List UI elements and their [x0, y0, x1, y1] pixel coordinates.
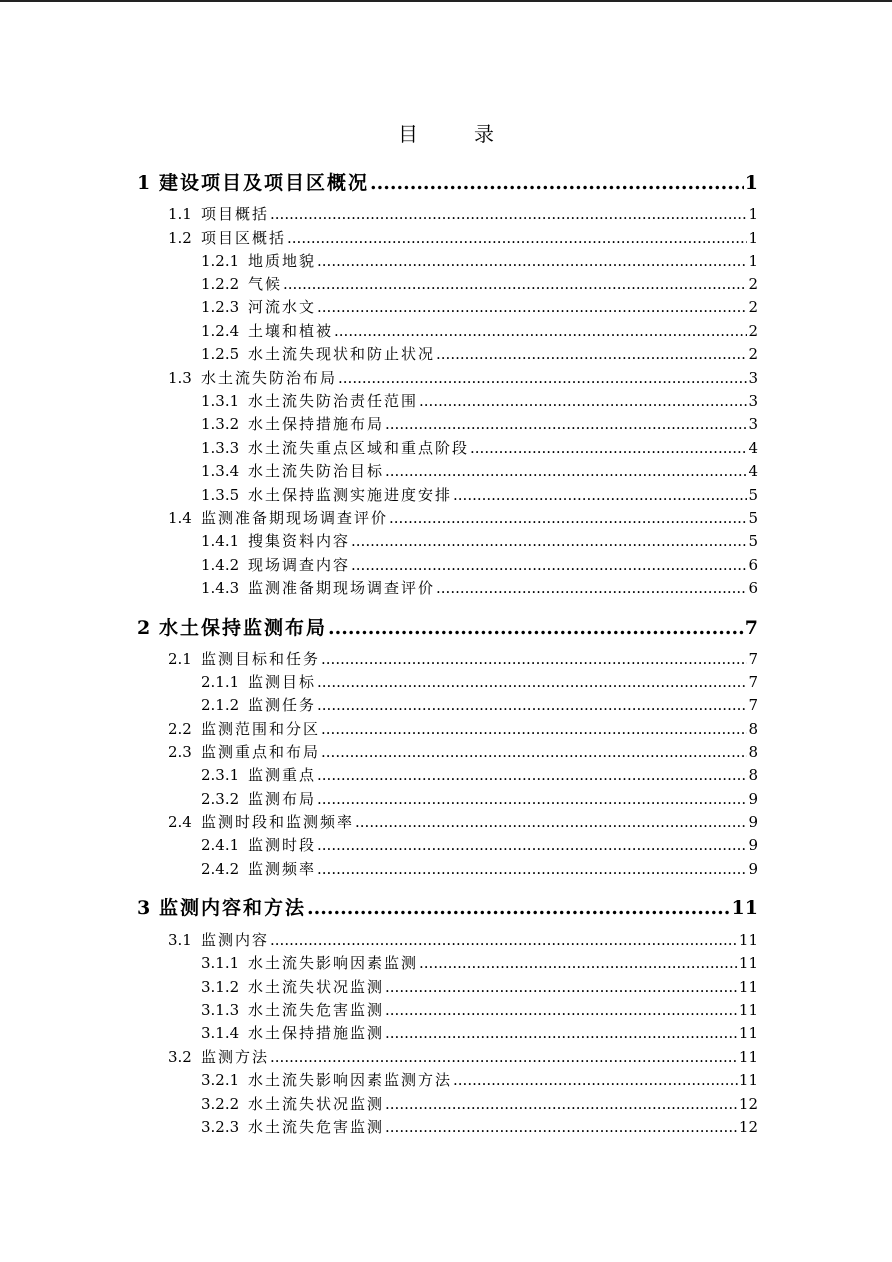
- toc-entry-level-3[interactable]: [201, 530, 758, 551]
- toc-entry-title: 水土流失危害监测: [248, 1001, 385, 1019]
- toc-leader-dots: [385, 1095, 738, 1113]
- toc-entry-level-2[interactable]: [168, 367, 758, 388]
- toc-entry-page: 2: [748, 275, 758, 293]
- toc-leader-dots: [270, 1048, 738, 1066]
- toc-entry-page: 9: [748, 860, 758, 878]
- toc-entry-title: 水土流失影响因素监测: [248, 954, 419, 972]
- toc-entry-page: 4: [748, 439, 758, 457]
- toc-entry-page: 12: [738, 1118, 758, 1136]
- toc-leader-dots: [270, 931, 738, 949]
- toc-leader-dots: [317, 673, 747, 691]
- toc-entry-level-2[interactable]: [168, 1046, 758, 1067]
- toc-entry-level-3[interactable]: [201, 694, 758, 715]
- toc-entry-page: 2: [748, 298, 758, 316]
- toc-entry-number: 2.1.1: [201, 673, 240, 691]
- toc-leader-dots: [328, 617, 744, 639]
- toc-entry-title: 监测范围和分区: [201, 720, 321, 738]
- toc-entry-number: 1.4.1: [201, 532, 240, 550]
- toc-leader-dots: [385, 978, 738, 996]
- toc-entry-title: 水土保持措施监测: [248, 1024, 385, 1042]
- toc-leader-dots: [334, 322, 747, 340]
- toc-entry-number: 1.2.3: [201, 298, 240, 316]
- toc-entry-level-1[interactable]: [137, 613, 758, 640]
- toc-entry-number: 1.3.4: [201, 462, 240, 480]
- toc-entry-title: 水土流失防治责任范围: [248, 392, 419, 410]
- toc-entry-title: 监测目标和任务: [201, 650, 321, 668]
- toc-entry-page: 3: [748, 369, 758, 387]
- toc-entry-page: 4: [748, 462, 758, 480]
- toc-entry-title: 水土流失防治目标: [248, 462, 385, 480]
- toc-entry-number: 1.3.1: [201, 392, 240, 410]
- toc-entry-level-2[interactable]: [168, 741, 758, 762]
- toc-entry-page: 9: [748, 836, 758, 854]
- toc-leader-dots: [370, 172, 744, 194]
- toc-entry-title: 监测准备期现场调查评价: [248, 579, 436, 597]
- toc-entry-title: 水土流失影响因素监测方法: [248, 1071, 453, 1089]
- toc-entry-page: 2: [748, 322, 758, 340]
- toc-leader-dots: [317, 836, 747, 854]
- toc-entry-title: 气候: [248, 275, 283, 293]
- toc-entry-page: 5: [748, 532, 758, 550]
- toc-leader-dots: [385, 1118, 738, 1136]
- toc-leader-dots: [287, 229, 747, 247]
- toc-entry-title: 土壤和植被: [248, 322, 334, 340]
- toc-entry-page: 11: [738, 931, 758, 949]
- toc-entry-title: 现场调查内容: [248, 556, 351, 574]
- toc-entry-title: 监测准备期现场调查评价: [201, 509, 389, 527]
- toc-entry-level-3[interactable]: [201, 858, 758, 879]
- toc-entry-number: 1.3: [168, 369, 192, 387]
- toc-entry-number: 1.4.3: [201, 579, 240, 597]
- toc-entry-title: 监测时段: [248, 836, 317, 854]
- toc-entry-number: 2.4: [168, 813, 192, 831]
- toc-entry-number: 2: [137, 617, 151, 639]
- toc-entry-page: 11: [738, 1048, 758, 1066]
- toc-leader-dots: [351, 556, 747, 574]
- toc-entry-page: 7: [748, 696, 758, 714]
- toc-entry-title: 监测重点: [248, 766, 317, 784]
- toc-entry-title: 监测重点和布局: [201, 743, 321, 761]
- toc-entry-number: 1.2: [168, 229, 192, 247]
- toc-entry-number: 2.3: [168, 743, 192, 761]
- toc-entry-title: 建设项目及项目区概况: [159, 172, 370, 194]
- toc-leader-dots: [317, 252, 747, 270]
- toc-entry-level-3[interactable]: [201, 952, 758, 973]
- toc-leader-dots: [385, 415, 747, 433]
- toc-entry-level-3[interactable]: [201, 1116, 758, 1137]
- toc-entry-page: 8: [748, 743, 758, 761]
- toc-leader-dots: [385, 1024, 738, 1042]
- toc-leader-dots: [453, 1071, 738, 1089]
- toc-entry-number: 3.2.1: [201, 1071, 240, 1089]
- toc-entry-level-3[interactable]: [201, 437, 758, 458]
- toc-entry-page: 1: [748, 205, 758, 223]
- toc-leader-dots: [307, 897, 731, 919]
- toc-entry-page: 6: [748, 556, 758, 574]
- toc-entry-number: 3.1.2: [201, 978, 240, 996]
- toc-entry-page: 2: [748, 345, 758, 363]
- toc-entry-number: 1.3.5: [201, 486, 240, 504]
- toc-entry-level-2[interactable]: [168, 811, 758, 832]
- toc-entry-level-2[interactable]: [168, 718, 758, 739]
- toc-entry-number: 3.2.2: [201, 1095, 240, 1113]
- toc-entry-page: 7: [744, 617, 758, 639]
- toc-entry-number: 2.3.2: [201, 790, 240, 808]
- toc-entry-page: 3: [748, 392, 758, 410]
- toc-entry-title: 监测任务: [248, 696, 317, 714]
- toc-title: 目 录: [398, 122, 512, 146]
- toc-entry-page: 5: [748, 509, 758, 527]
- toc-entry-page: 8: [748, 720, 758, 738]
- toc-entry-title: 河流水文: [248, 298, 317, 316]
- toc-entry-page: 9: [748, 813, 758, 831]
- toc-entry-level-2[interactable]: [168, 203, 758, 224]
- toc-entry-title: 水土流失状况监测: [248, 978, 385, 996]
- toc-leader-dots: [355, 813, 747, 831]
- toc-leader-dots: [338, 369, 747, 387]
- toc-entry-level-3[interactable]: [201, 1093, 758, 1114]
- toc-entry-title: 水土保持措施布局: [248, 415, 385, 433]
- toc-leader-dots: [419, 954, 738, 972]
- toc-entry-number: 1.4.2: [201, 556, 240, 574]
- toc-entry-page: 11: [738, 954, 758, 972]
- toc-entry-page: 5: [748, 486, 758, 504]
- toc-leader-dots: [317, 860, 747, 878]
- toc-entry-page: 11: [738, 978, 758, 996]
- toc-entry-title: 水土保持监测布局: [159, 617, 328, 639]
- toc-entry-page: 1: [744, 172, 758, 194]
- toc-entry-title: 水土流失现状和防止状况: [248, 345, 436, 363]
- toc-entry-number: 1.2.5: [201, 345, 240, 363]
- toc-entry-title: 水土流失状况监测: [248, 1095, 385, 1113]
- toc-entry-page: 12: [738, 1095, 758, 1113]
- toc-entry-title: 监测内容: [201, 931, 270, 949]
- toc-leader-dots: [317, 696, 747, 714]
- toc-entry-number: 1.2.2: [201, 275, 240, 293]
- toc-leader-dots: [389, 509, 747, 527]
- toc-entry-title: 水土流失重点区域和重点阶段: [248, 439, 470, 457]
- toc-entry-level-3[interactable]: [201, 554, 758, 575]
- toc-entry-number: 1.1: [168, 205, 192, 223]
- toc-entry-level-2[interactable]: [168, 648, 758, 669]
- toc-entry-title: 监测内容和方法: [159, 897, 307, 919]
- toc-leader-dots: [470, 439, 747, 457]
- toc-leader-dots: [436, 579, 747, 597]
- toc-entry-page: 7: [748, 650, 758, 668]
- toc-entry-title: 监测布局: [248, 790, 317, 808]
- toc-entry-title: 监测时段和监测频率: [201, 813, 355, 831]
- toc-entry-level-3[interactable]: [201, 764, 758, 785]
- toc-entry-number: 1.4: [168, 509, 192, 527]
- toc-entry-number: 2.1: [168, 650, 192, 668]
- toc-leader-dots: [453, 486, 747, 504]
- toc-entry-level-3[interactable]: [201, 577, 758, 598]
- toc-entry-level-3[interactable]: [201, 1022, 758, 1043]
- toc-entry-number: 2.1.2: [201, 696, 240, 714]
- toc-entry-level-2[interactable]: [168, 227, 758, 248]
- toc-entry-title: 项目概括: [201, 205, 270, 223]
- toc-entry-page: 11: [738, 1001, 758, 1019]
- toc-entry-number: 1.3.2: [201, 415, 240, 433]
- toc-entry-page: 8: [748, 766, 758, 784]
- toc-leader-dots: [321, 743, 747, 761]
- toc-entry-level-3[interactable]: [201, 484, 758, 505]
- toc-entry-title: 项目区概括: [201, 229, 287, 247]
- toc-entry-level-3[interactable]: [201, 343, 758, 364]
- toc-entry-page: 7: [748, 673, 758, 691]
- toc-entry-number: 2.2: [168, 720, 192, 738]
- toc-entry-page: 11: [731, 897, 758, 919]
- toc-entry-page: 6: [748, 579, 758, 597]
- toc-leader-dots: [317, 766, 747, 784]
- toc-leader-dots: [317, 790, 747, 808]
- toc-entry-level-3[interactable]: [201, 999, 758, 1020]
- toc-entry-number: 1.2.1: [201, 252, 240, 270]
- toc-entry-number: 1.2.4: [201, 322, 240, 340]
- toc-entry-title: 地质地貌: [248, 252, 317, 270]
- toc-entry-page: 11: [738, 1071, 758, 1089]
- toc-entry-level-3[interactable]: [201, 320, 758, 341]
- toc-entry-level-2[interactable]: [168, 929, 758, 950]
- toc-entry-level-3[interactable]: [201, 788, 758, 809]
- toc-entry-number: 3.2.3: [201, 1118, 240, 1136]
- toc-entry-number: 3.1.1: [201, 954, 240, 972]
- toc-entry-page: 9: [748, 790, 758, 808]
- toc-entry-number: 3.1: [168, 931, 192, 949]
- toc-entry-number: 3.2: [168, 1048, 192, 1066]
- toc-entry-level-2[interactable]: [168, 507, 758, 528]
- toc-entry-number: 1.3.3: [201, 439, 240, 457]
- toc-leader-dots: [385, 1001, 738, 1019]
- toc-leader-dots: [321, 650, 747, 668]
- toc-entry-level-3[interactable]: [201, 390, 758, 411]
- toc-entry-number: 3: [137, 897, 151, 919]
- toc-entry-title: 监测目标: [248, 673, 317, 691]
- toc-entry-number: 2.3.1: [201, 766, 240, 784]
- toc-entry-level-3[interactable]: [201, 1069, 758, 1090]
- toc-entry-level-3[interactable]: [201, 976, 758, 997]
- toc-leader-dots: [385, 462, 747, 480]
- toc-entry-level-1[interactable]: [137, 168, 758, 195]
- toc-entry-level-3[interactable]: [201, 671, 758, 692]
- toc-entry-number: 3.1.3: [201, 1001, 240, 1019]
- toc-leader-dots: [283, 275, 747, 293]
- toc-leader-dots: [270, 205, 747, 223]
- toc-entry-page: 1: [748, 252, 758, 270]
- toc-entry-level-3[interactable]: [201, 273, 758, 294]
- toc-entry-title: 监测频率: [248, 860, 317, 878]
- toc-entry-level-1[interactable]: [137, 893, 758, 920]
- toc-leader-dots: [317, 298, 747, 316]
- toc-entry-level-3[interactable]: [201, 413, 758, 434]
- toc-entry-level-3[interactable]: [201, 460, 758, 481]
- toc-entry-level-3[interactable]: [201, 250, 758, 271]
- toc-entry-page: 3: [748, 415, 758, 433]
- toc-entry-title: 水土保持监测实施进度安排: [248, 486, 453, 504]
- toc-entry-level-3[interactable]: [201, 834, 758, 855]
- toc-leader-dots: [351, 532, 747, 550]
- toc-entry-number: 1: [137, 172, 151, 194]
- toc-entry-number: 3.1.4: [201, 1024, 240, 1042]
- toc-entry-number: 2.4.2: [201, 860, 240, 878]
- toc-entry-page: 1: [748, 229, 758, 247]
- toc-entry-level-3[interactable]: [201, 296, 758, 317]
- toc-leader-dots: [321, 720, 747, 738]
- toc-entry-title: 水土流失防治布局: [201, 369, 338, 387]
- toc-entry-title: 搜集资料内容: [248, 532, 351, 550]
- toc-leader-dots: [419, 392, 747, 410]
- page-top-border: [0, 0, 892, 2]
- toc-entry-page: 11: [738, 1024, 758, 1042]
- toc-entry-title: 监测方法: [201, 1048, 270, 1066]
- toc-entry-title: 水土流失危害监测: [248, 1118, 385, 1136]
- toc-entry-number: 2.4.1: [201, 836, 240, 854]
- toc-leader-dots: [436, 345, 747, 363]
